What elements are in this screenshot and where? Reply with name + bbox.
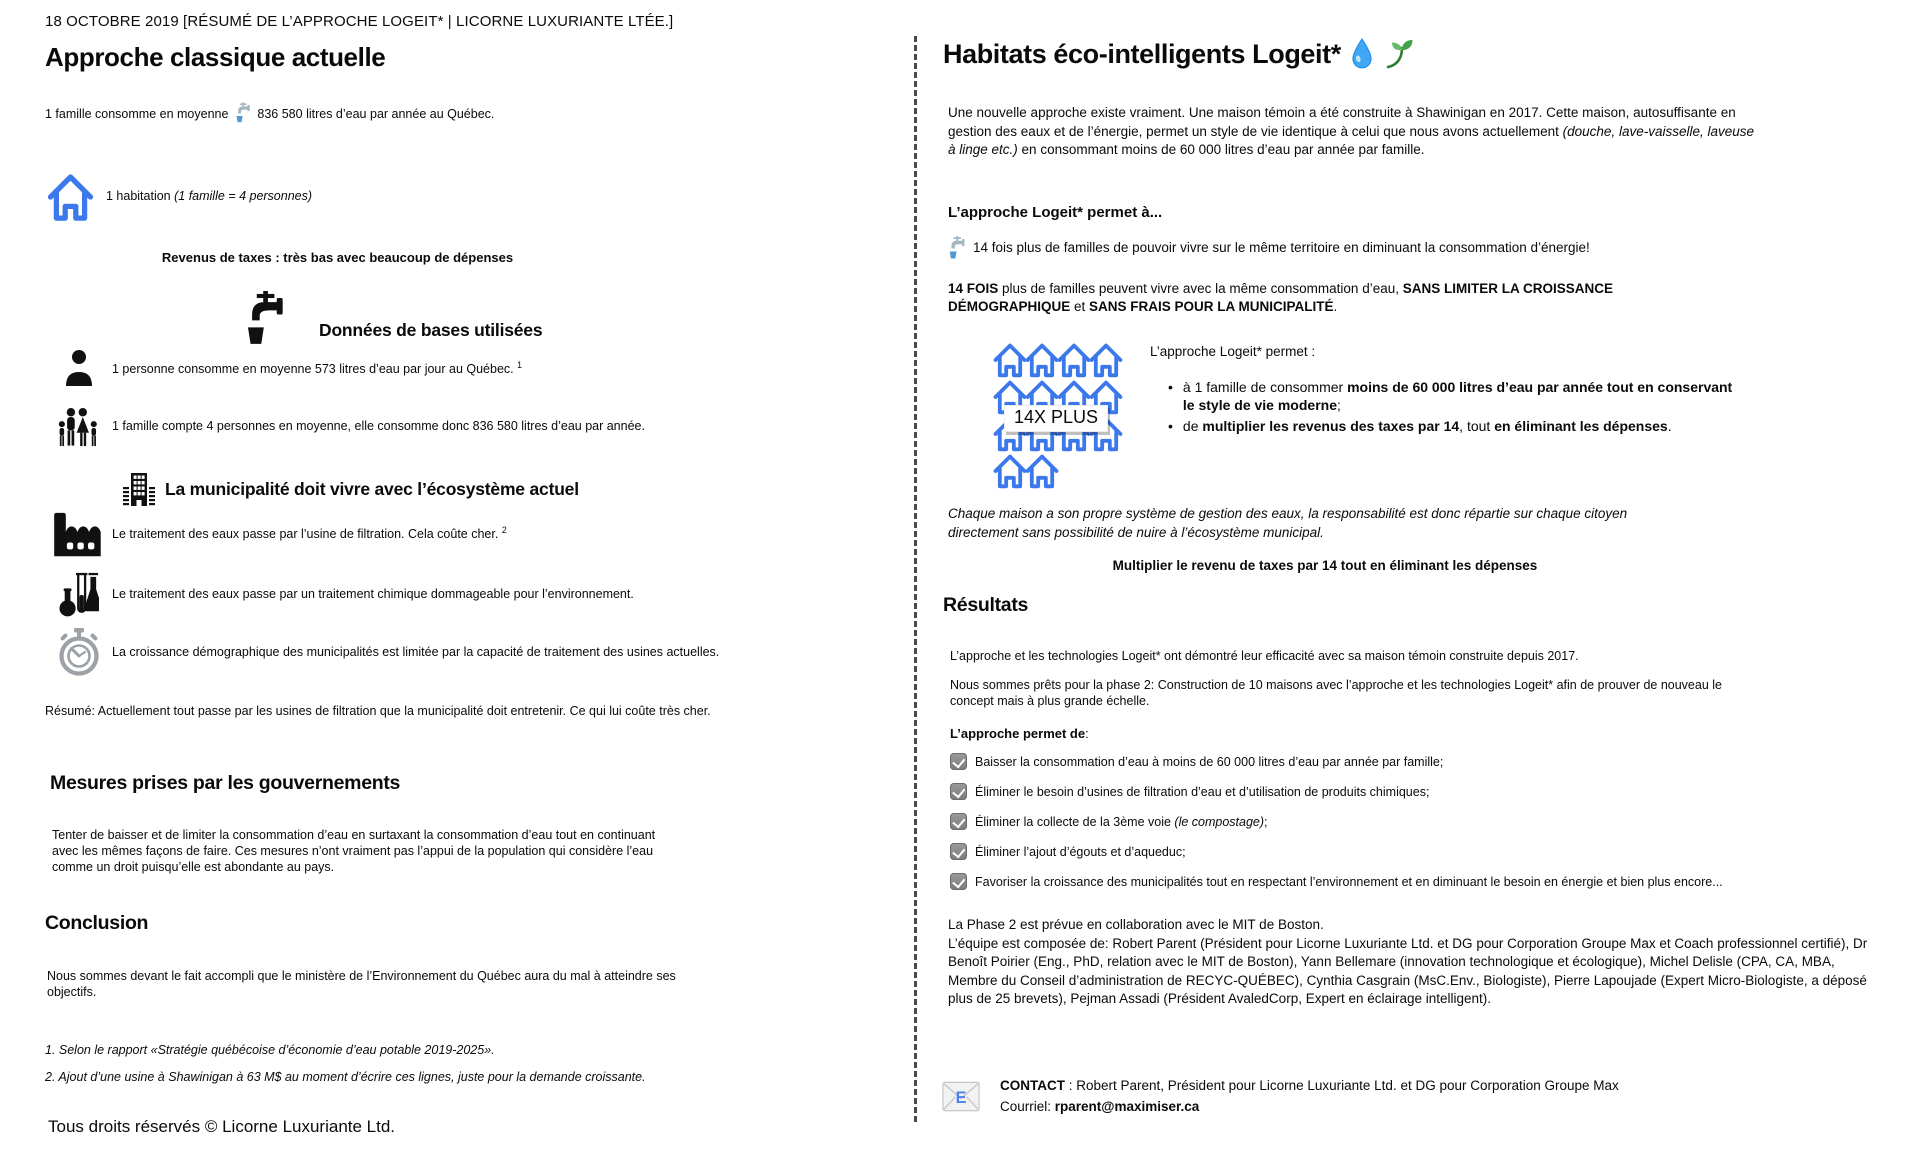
checklist-text: Favoriser la croissance des municipalités tout en respectant l’environnement et en diminuant le besoin en énergie et bien plus encore...	[975, 874, 1723, 889]
document-header: 18 OCTOBRE 2019 [RÉSUMÉ DE L’APPROCHE LOGEIT* | LICORNE LUXURIANTE LTÉE.]	[45, 13, 674, 30]
potable-water-icon	[948, 236, 966, 259]
mesures-paragraph: Tenter de baisser et de limiter la consommation d’eau en surtaxant la consommation d’eau tout en continuant avec les mêmes façons de faire. Ces mesures n’ont vraiment pas l’appui de la population qui considère l’eau comme un droit puisqu’elle est abondante au pays.	[52, 828, 656, 874]
house-icon	[1025, 342, 1059, 378]
water-drop-icon	[1350, 38, 1374, 70]
house-icon	[1025, 453, 1059, 489]
faucet-line-block	[948, 236, 1590, 259]
family-icon	[45, 407, 112, 447]
stopwatch-icon	[45, 627, 112, 679]
intro-line	[45, 102, 494, 123]
intro-before: 1 famille consomme en moyenne	[45, 107, 229, 121]
checklist	[950, 753, 1860, 903]
checklist-item	[950, 813, 1860, 830]
house-icon	[1089, 342, 1123, 378]
email-icon-letter: E	[955, 1089, 967, 1108]
checklist-text: Éliminer le besoin d’usines de filtration d’eau et d’utilisation de produits chimiques;	[975, 784, 1430, 799]
issue-row-croissance	[45, 626, 755, 680]
right-column-title: Habitats éco-intelligents Logeit*	[943, 38, 1341, 69]
house-icon	[993, 453, 1027, 489]
resultats-p2: Nous sommes prêts pour la phase 2: Construction de 10 maisons avec l’approche et les technologies Logeit* afin de prouver de nouveau le concept mais à plus grande échelle.	[950, 678, 1722, 708]
chaque-paragraph: Chaque maison a son propre système de gestion des eaux, la responsabilité est donc répartie sur chaque citoyen directement sans possibilité de nuire à l’écosystème municipal.	[948, 506, 1628, 540]
municipalite-heading-block	[122, 472, 579, 506]
seedling-icon	[1383, 39, 1413, 69]
houses-graphic	[993, 342, 1135, 494]
fact-row-person	[45, 348, 745, 388]
resultats-heading: Résultats	[943, 594, 1029, 616]
bullet-dot: •	[1168, 379, 1173, 395]
contact-block	[942, 1076, 1842, 1117]
footnote-1: 1. Selon le rapport «Stratégie québécoise d’économie d’eau potable 2019-2025».	[45, 1043, 495, 1057]
document-footer: Tous droits réservés © Licorne Luxuriante Ltd.	[48, 1117, 396, 1136]
checked-checkbox-icon	[950, 753, 967, 770]
fois-paragraph: 14 FOIS plus de familles peuvent vivre avec la même consommation d’eau, SANS LIMITER LA CROISSANCE DÉMOGRAPHIQUE et SANS FRAIS POUR LA MUNICIPALITÉ.	[948, 281, 1613, 314]
person-icon	[45, 348, 112, 388]
checklist-text: Baisser la consommation d’eau à moins de 60 000 litres d’eau par année par famille;	[975, 754, 1444, 769]
issue-text: La croissance démographique des municipalités est limitée par la capacité de traitement des usines actuelles.	[112, 645, 720, 660]
permet-a-heading: L’approche Logeit* permet à...	[948, 204, 1163, 221]
municipalite-heading: La municipalité doit vivre avec l’écosystème actuel	[165, 478, 579, 499]
bullet-text: à 1 famille de consommer moins de 60 000 litres d’eau par année tout en conservant le style de vie moderne;	[1182, 379, 1733, 413]
habitation-text: 1 habitation (1 famille = 4 personnes)	[106, 189, 313, 204]
building-icon	[122, 472, 156, 506]
bullet-dot: •	[1168, 418, 1173, 434]
fact-text: 1 famille compte 4 personnes en moyenne, elle consomme donc 836 580 litres d’eau par année.	[112, 419, 645, 434]
bullet-list	[1168, 378, 1743, 438]
chemicals-icon	[45, 571, 112, 619]
donnees-heading-block	[243, 291, 542, 345]
conclusion-paragraph: Nous sommes devant le fait accompli que le ministère de l’Environnement du Québec aura du mal à atteindre ses objectifs.	[47, 969, 676, 999]
phase2-team-block	[948, 916, 1873, 1009]
factory-icon	[45, 505, 112, 561]
issue-row-chimique	[45, 570, 745, 620]
faucet-icon	[243, 291, 287, 345]
multiplier-line: Multiplier le revenu de taxes par 14 tout en éliminant les dépenses	[1112, 558, 1538, 573]
bullet-text: de multiplier les revenus des taxes par 14, tout en éliminant les dépenses.	[1182, 418, 1672, 434]
right-column-title-block	[943, 38, 1413, 70]
permet-de-heading: L’approche permet de:	[950, 726, 1089, 741]
contact-line1: CONTACT : Robert Parent, Président pour Licorne Luxuriante Ltd. et DG pour Corporation Groupe Max	[1000, 1078, 1619, 1093]
checked-checkbox-icon	[950, 843, 967, 860]
contact-text	[1000, 1076, 1619, 1117]
checked-checkbox-icon	[950, 873, 967, 890]
checked-checkbox-icon	[950, 783, 967, 800]
plus-label: 14X PLUS	[1004, 405, 1108, 432]
intro-after: 836 580 litres d’eau par année au Québec.	[257, 107, 495, 121]
fact-row-family	[45, 406, 805, 448]
faucet-line-text: 14 fois plus de familles de pouvoir vivre sur le même territoire en diminuant la consommation d’énergie!	[973, 240, 1590, 255]
donnees-heading: Données de bases utilisées	[319, 320, 543, 340]
taxes-line: Revenus de taxes : très bas avec beaucoup de dépenses	[161, 250, 514, 265]
house-icon	[993, 342, 1027, 378]
issue-row-usine	[45, 504, 745, 562]
resultats-p1: L’approche et les technologies Logeit* ont démontré leur efficacité avec sa maison témoin construite depuis 2017.	[950, 649, 1579, 663]
potable-water-icon	[235, 102, 251, 123]
column-divider	[914, 36, 917, 1122]
issue-text: Le traitement des eaux passe par un traitement chimique dommageable pour l’environnement.	[112, 587, 634, 602]
checklist-item	[950, 753, 1860, 770]
contact-line2: Courriel: rparent@maximiser.ca	[1000, 1098, 1200, 1114]
issue-text: Le traitement des eaux passe par l’usine de filtration. Cela coûte cher. $^2$	[112, 525, 507, 542]
checklist-item	[950, 843, 1860, 860]
permet-line: L’approche Logeit* permet :	[1150, 344, 1316, 359]
checklist-item	[950, 783, 1860, 800]
checked-checkbox-icon	[950, 813, 967, 830]
house-icon	[47, 172, 94, 222]
checklist-text: Éliminer l’ajout d’égouts et d’aqueduc;	[975, 844, 1186, 859]
phase2-line: La Phase 2 est prévue en collaboration avec le MIT de Boston.	[948, 917, 1324, 932]
fact-text: 1 personne consomme en moyenne 573 litres d’eau par jour au Québec. $^1$	[112, 360, 522, 377]
right-intro-paragraph: Une nouvelle approche existe vraiment. Une maison témoin a été construite à Shawinigan en 2017. Cette maison, autosuffisante en gestion des eaux et de l’énergie, permet un style de vie identique à celui que nous avons actuellement (douche, lave-vaisselle, laveuse à linge etc.) en consommant moins de 60 000 litres d’eau par année par famille.	[948, 105, 1755, 157]
habitation-row	[47, 172, 312, 222]
footnote-2: 2. Ajout d’une usine à Shawinigan à 63 M$ au moment d’écrire ces lignes, juste pour la demande croissante.	[45, 1070, 646, 1084]
left-column-title: Approche classique actuelle	[45, 42, 386, 72]
mesures-heading: Mesures prises par les gouvernements	[50, 772, 401, 794]
bullet-item	[1168, 417, 1743, 435]
checklist-item	[950, 873, 1860, 890]
bullet-item	[1168, 378, 1743, 414]
conclusion-heading: Conclusion	[45, 912, 149, 934]
email-icon	[942, 1080, 980, 1113]
house-icon	[1057, 342, 1091, 378]
resume-line: Résumé: Actuellement tout passe par les usines de filtration que la municipalité doit entretenir. Ce qui lui coûte très cher.	[45, 704, 711, 718]
checklist-text: Éliminer la collecte de la 3ème voie (le compostage);	[975, 814, 1268, 829]
team-paragraph: L’équipe est composée de: Robert Parent (Président pour Licorne Luxuriante Ltd. et DG pour Corporation Groupe Max et Coach professionnel certifié), Dr Benoît Poirier (Eng., PhD, relation avec le MIT de Boston), Yann Bellemare (innovation technologique et écologique), Michel Delisle (CPA, CA, MBA, Membre du Conseil d’administration de RECYC-QUÉBEC), Cynthia Casgrain (MsC.Env., Biologiste), Pierre Lapoujade (Expert Micro-Biologiste, a déposé plus de 25 brevets), Pejman Assadi (Président AvaledCorp, Expert en éclairage intelligent).	[948, 935, 1868, 1006]
